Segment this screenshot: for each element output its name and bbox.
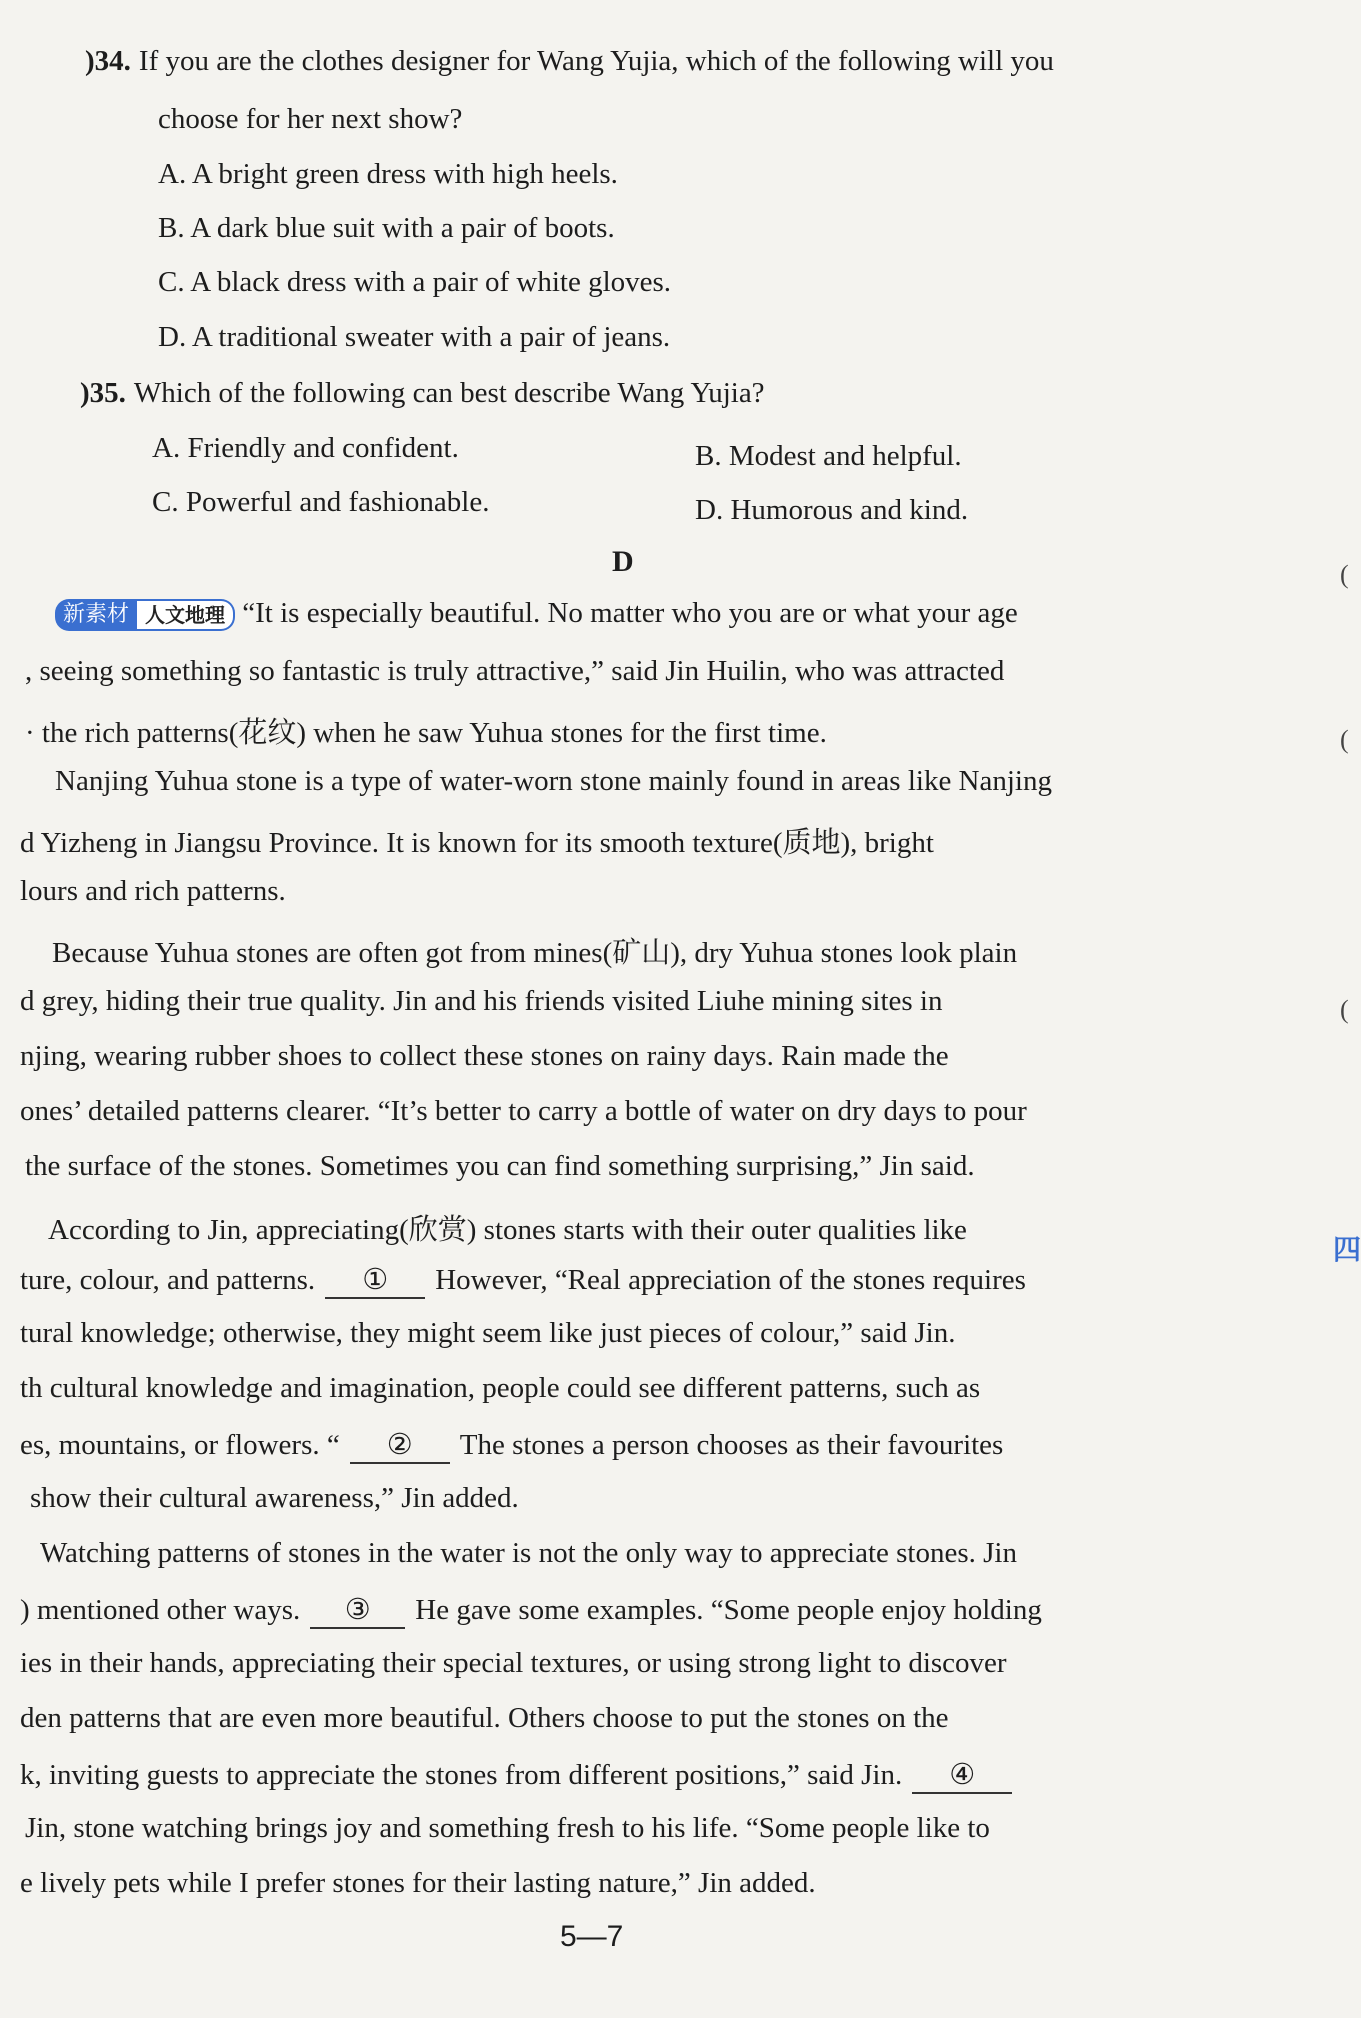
q34-option-d[interactable]: D. A traditional sweater with a pair of jeans. (158, 321, 671, 353)
new-material-tag: 新素材 (55, 599, 137, 631)
passage-line-23: Jin, stone watching brings joy and something fresh to his life. “Some people like to (25, 1812, 990, 1844)
q34-stem-line2: choose for her next show? (158, 103, 463, 135)
q35-option-b[interactable]: B. Modest and helpful. (695, 440, 962, 472)
passage-line-8: d grey, hiding their true quality. Jin and his friends visited Liuhe mining sites in (20, 985, 943, 1017)
passage-line-22: k, inviting guests to appreciate the stones from different positions,” said Jin. ④ (20, 1757, 1022, 1794)
passage-line-1: 新素材 人文地理 “It is especially beautiful. No matter who you are or what your age (55, 597, 1018, 631)
passage-line-6: lours and rich patterns. (20, 875, 286, 907)
q34-stem-line1: )34. If you are the clothes designer for Wang Yujia, which of the following will you (85, 45, 1054, 77)
edge-mark-3: ( (1340, 995, 1349, 1024)
q35-stem: )35. Which of the following can best describe Wang Yujia? (80, 377, 765, 409)
q34-option-c[interactable]: C. A black dress with a pair of white gloves. (158, 266, 672, 298)
edge-mark-1: ( (1340, 560, 1349, 589)
edge-mark-4: 四 (1333, 1235, 1361, 1266)
q35-number: )35. (80, 377, 126, 409)
passage-line-19: ) mentioned other ways. ③ He gave some examples. “Some people enjoy holding (20, 1592, 1042, 1629)
passage-line-16: es, mountains, or flowers. “ ② The stones a person chooses as their favourites (20, 1427, 1003, 1464)
passage-line-11: the surface of the stones. Sometimes you can find something surprising,” Jin said. (25, 1150, 975, 1182)
edge-mark-2: ( (1340, 725, 1349, 754)
passage-line-3: · the rich patterns(花纹) when he saw Yuhua stones for the first time. (25, 717, 827, 749)
q35-option-a[interactable]: A. Friendly and confident. (152, 432, 459, 464)
passage-line-14: tural knowledge; otherwise, they might seem like just pieces of colour,” said Jin. (20, 1317, 956, 1349)
blank-3[interactable]: ③ (310, 1592, 405, 1629)
blank-1[interactable]: ① (325, 1262, 425, 1299)
blank-4[interactable]: ④ (912, 1757, 1012, 1794)
passage-line-21: den patterns that are even more beautiful. Others choose to put the stones on the (20, 1702, 949, 1734)
topic-tag: 人文地理 (137, 599, 235, 631)
passage-line-13: ture, colour, and patterns. ① However, “Real appreciation of the stones requires (20, 1262, 1026, 1299)
q35-option-d[interactable]: D. Humorous and kind. (695, 494, 969, 526)
q34-option-b[interactable]: B. A dark blue suit with a pair of boots. (158, 212, 615, 244)
passage-line-7: Because Yuhua stones are often got from mines(矿山), dry Yuhua stones look plain (52, 937, 1018, 969)
passage-line-12: According to Jin, appreciating(欣赏) stones starts with their outer qualities like (48, 1214, 967, 1246)
passage-line-2: , seeing something so fantastic is truly attractive,” said Jin Huilin, who was attracted (25, 655, 1005, 687)
passage-line-17: show their cultural awareness,” Jin added. (30, 1482, 519, 1514)
passage-line-18: Watching patterns of stones in the water is not the only way to appreciate stones. Jin (40, 1537, 1017, 1569)
passage-line-15: th cultural knowledge and imagination, people could see different patterns, such as (20, 1372, 981, 1404)
passage-line-20: ies in their hands, appreciating their special textures, or using strong light to discover (20, 1647, 1007, 1679)
passage-line-5: d Yizheng in Jiangsu Province. It is known for its smooth texture(质地), bright (20, 827, 934, 859)
q34-option-a[interactable]: A. A bright green dress with high heels. (158, 158, 618, 190)
blank-2[interactable]: ② (350, 1427, 450, 1464)
page-number: 5—7 (560, 1920, 624, 1953)
passage-line-24: e lively pets while I prefer stones for their lasting nature,” Jin added. (20, 1867, 816, 1899)
section-label: D (612, 545, 634, 578)
passage-line-10: ones’ detailed patterns clearer. “It’s better to carry a bottle of water on dry days to pour (20, 1095, 1027, 1127)
q34-number: )34. (85, 45, 131, 77)
passage-line-9: njing, wearing rubber shoes to collect these stones on rainy days. Rain made the (20, 1040, 949, 1072)
passage-line-4: Nanjing Yuhua stone is a type of water-worn stone mainly found in areas like Nanjing (55, 765, 1052, 797)
q35-option-c[interactable]: C. Powerful and fashionable. (152, 486, 490, 518)
